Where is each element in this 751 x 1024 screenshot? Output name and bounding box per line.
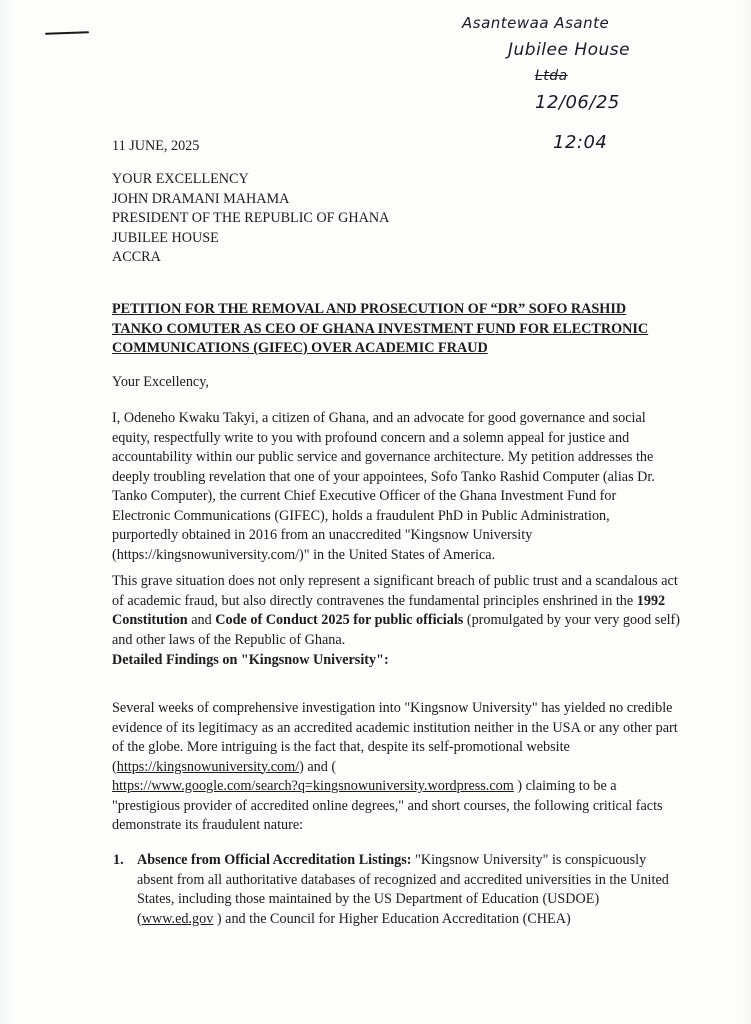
address-line: PRESIDENT OF THE REPUBLIC OF GHANA xyxy=(112,210,390,226)
paragraph-text: and xyxy=(187,612,216,628)
finding-title: Absence from Official Accreditation Listings: xyxy=(137,852,412,868)
salutation: Your Excellency, xyxy=(112,374,209,390)
pen-mark xyxy=(45,31,89,35)
website-link[interactable]: https://kingsnowuniversity.com/ xyxy=(116,758,300,775)
finding-item xyxy=(113,851,673,929)
address-line: ACCRA xyxy=(112,249,161,265)
paragraph-text: This grave situation does not only represent a significant breach of public trust and a scandalous act of academic fraud, but also directly contravenes the fundamental principles enshrined in the xyxy=(112,573,678,609)
handwritten-received-date: 12/06/25 xyxy=(535,92,620,113)
finding-text: ) and the Council for Higher Education Accreditation (CHEA) xyxy=(213,910,571,927)
google-search-link[interactable]: https://www.google.com/search?q=kingsnowuniversity.wordpress.com xyxy=(112,778,514,794)
handwritten-received-time: 12:04 xyxy=(553,132,608,153)
findings-list xyxy=(113,851,673,929)
finding-number: 1. xyxy=(113,852,124,868)
paragraph-text: (promulgated by your very good self) and other laws of the Republic of Ghana. xyxy=(112,612,681,648)
address-line: YOUR EXCELLENCY xyxy=(112,171,249,187)
handwritten-struck-out-word: Ltda xyxy=(535,68,568,84)
address-line: JUBILEE HOUSE xyxy=(112,229,219,246)
findings-heading: Detailed Findings on "Kingsnow University": xyxy=(112,652,389,668)
finding-body xyxy=(137,851,673,929)
second-paragraph xyxy=(112,572,682,650)
handwritten-receiving-place: Jubilee House xyxy=(508,40,631,60)
handwritten-receiver-name: Asantewaa Asante xyxy=(462,14,610,32)
paragraph-text: Several weeks of comprehensive investigation into "Kingsnow University" has yielded no credible evidence of its legitimacy as an accredited academic institution neither in the USA or any other part of the globe. More intriguing is the fact that, despite its self-promotional website ( xyxy=(112,700,678,775)
finding-text: "Kingsnow University" is conspicuously absent from all authoritative databases of recognized and accredited universities in the United States, including those maintained by the US Department of Education (USDOE) ( xyxy=(137,852,669,927)
bold-constitution: 1992 Constitution xyxy=(112,592,666,628)
paragraph-text: ) claiming to be a "prestigious provider of accredited online degrees," and short courses, the following critical facts demonstrate its fraudulent nature: xyxy=(112,778,663,833)
opening-paragraph: I, Odeneho Kwaku Takyi, a citizen of Ghana, and an advocate for good governance and social equity, respectfully write to you with profound concern and a solemn appeal for justice and accountability within our public service and governance architecture. My petition addresses the deeply troubling revelation that one of your appointees, Sofo Tanko Rashid Computer (alias Dr. Tanko Computer), the current Chief Executive Officer of the Ghana Investment Fund for Electronic Communications (GIFEC), holds a fraudulent PhD in Public Administration, purportedly obtained in 2016 from an unaccredited "Kingsnow University (https://kingsnowuniversity.com/)" in the United States of America. xyxy=(112,410,655,563)
ed-gov-link[interactable]: www.ed.gov xyxy=(141,910,214,927)
letter-subject: PETITION FOR THE REMOVAL AND PROSECUTION OF “DR” SOFO RASHID TANKO COMUTER AS CEO OF GHANA INVESTMENT FUND FOR ELECTRONIC COMMUNICATIONS (GIFEC) OVER ACADEMIC FRAUD xyxy=(112,301,649,356)
bold-code-of-conduct: Code of Conduct 2025 for public officials xyxy=(215,612,464,628)
recipient-address xyxy=(112,170,389,268)
paragraph-text: ) and ( xyxy=(299,758,337,775)
letter-date: 11 JUNE, 2025 xyxy=(112,138,200,154)
investigation-paragraph xyxy=(112,699,682,836)
address-line: JOHN DRAMANI MAHAMA xyxy=(112,190,290,207)
